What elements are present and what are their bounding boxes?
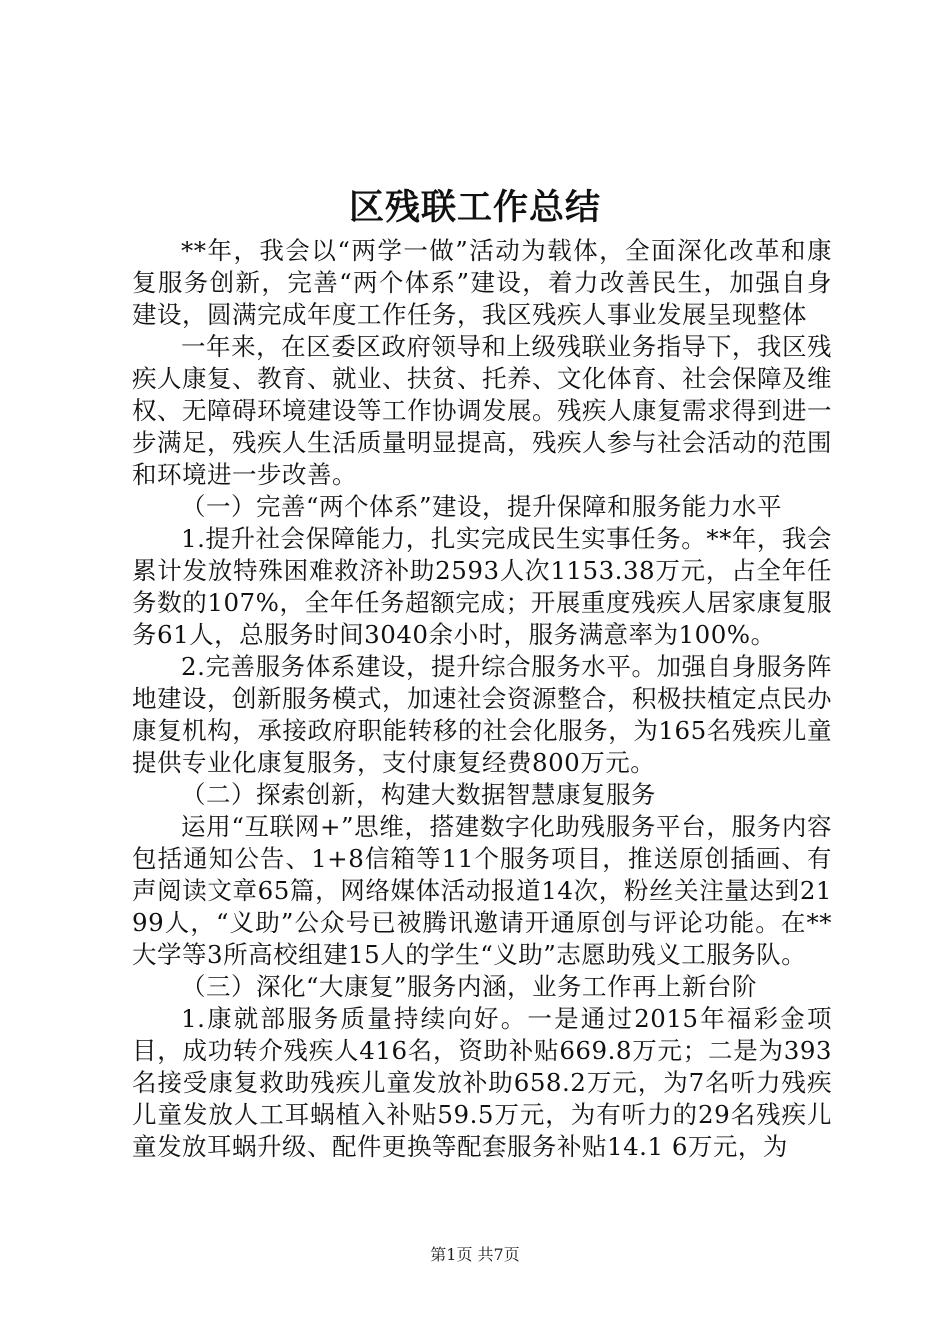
section-3-item-1: 1.康就部服务质量持续向好。一是通过2015年福彩金项目，成功转介残疾人416名，资助补贴669.8万元；二是为393名接受康复救助残疾儿童发放补助658.2万元，为7名听力残疾儿童发放人工耳蜗植入补贴59.5万元，为有听力的29名残疾儿童发放耳蜗升级、配件更换等配套服务补贴14.1 6万元，为 [132, 1004, 832, 1161]
section-heading-2: （二）探索创新，构建大数据智慧康复服务 [181, 780, 656, 809]
intro-paragraph: **年，我会以“两学一做”活动为载体，全面深化改革和康复服务创新，完善“两个体系”建设，着力改善民生，加强自身建设，圆满完成年度工作任务，我区残疾人事业发展呈现整体 [132, 236, 832, 329]
page-number-footer: 第1页 共7页 [430, 1245, 520, 1264]
section-heading-3: （三）深化“大康复”服务内涵，业务工作再上新台阶 [181, 972, 758, 1001]
section-1-item-2: 2.完善服务体系建设，提升综合服务水平。加强自身服务阵地建设，创新服务模式，加速社会资源整合，积极扶植定点民办康复机构，承接政府职能转移的社会化服务，为165名残疾儿童提供专业化康复服务，支付康复经费800万元。 [132, 652, 832, 777]
overview-paragraph: 一年来，在区委区政府领导和上级残联业务指导下，我区残疾人康复、教育、就业、扶贫、托养、文化体育、社会保障及维权、无障碍环境建设等工作协调发展。残疾人康复需求得到进一步满足，残疾人生活质量明显提高，残疾人参与社会活动的范围和环境进一步改善。 [132, 332, 832, 489]
document-title: 区残联工作总结 [348, 187, 601, 228]
section-1-item-1: 1.提升社会保障能力，扎实完成民生实事任务。**年，我会累计发放特殊困难救济补助2593人次1153.38万元，占全年任务数的107%，全年任务超额完成；开展重度残疾人居家康复服务61人，总服务时间3040余小时，服务满意率为100%。 [132, 524, 832, 649]
document-body [132, 235, 832, 1163]
section-heading-1: （一）完善“两个体系”建设，提升保障和服务能力水平 [181, 492, 783, 521]
section-2-paragraph: 运用“互联网+”思维，搭建数字化助残服务平台，服务内容包括通知公告、1+8信箱等11个服务项目，推送原创插画、有声阅读文章65篇，网络媒体活动报道14次，粉丝关注量达到2199人，“义助”公众号已被腾讯邀请开通原创与评论功能。在**大学等3所高校组建15人的学生“义助”志愿助残义工服务队。 [132, 812, 832, 969]
